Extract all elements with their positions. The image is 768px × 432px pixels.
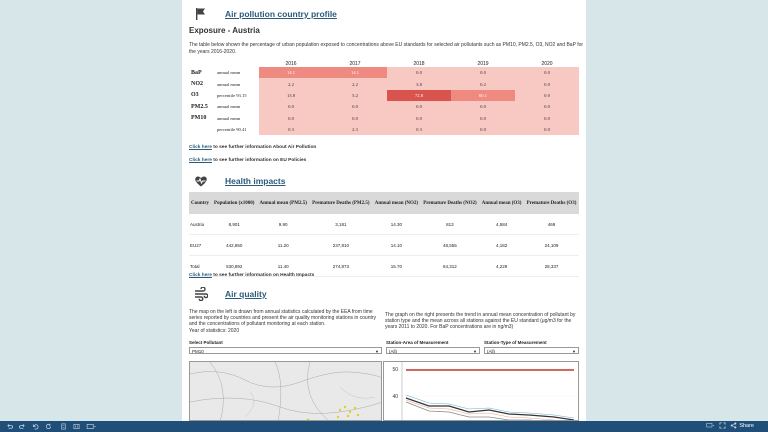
redo-icon[interactable] <box>19 423 26 430</box>
exposure-value: 0.2 <box>451 78 515 89</box>
table-cell: 9.90 <box>257 214 310 235</box>
column-header: Annual mean (O3) <box>479 192 524 214</box>
table-cell: 11.40 <box>257 256 310 277</box>
left-margin <box>0 0 182 421</box>
exposure-value: 0.0 <box>515 67 579 78</box>
table-cell: 11.20 <box>257 235 310 256</box>
table-cell: 24,109 <box>524 235 579 256</box>
exposure-value: 0.0 <box>515 124 579 135</box>
health-table <box>189 192 579 277</box>
table-cell: 4,229 <box>479 256 524 277</box>
exposure-row <box>189 113 579 124</box>
about-pollution-link[interactable]: Click here <box>189 145 212 150</box>
map-canvas <box>190 362 382 421</box>
year-header: 2017 <box>349 60 361 67</box>
flag-icon <box>194 7 208 21</box>
column-header: Premature Deaths (NO2) <box>421 192 480 214</box>
exposure-table <box>189 60 579 135</box>
column-header: Premature Deaths (O3) <box>524 192 579 214</box>
table-cell: 469 <box>524 214 579 235</box>
exposure-value: 0.0 <box>259 113 323 124</box>
exposure-value: 0.0 <box>323 101 387 112</box>
refresh-icon[interactable] <box>45 423 52 430</box>
health-header <box>194 174 285 188</box>
table-cell: 28,337 <box>524 256 579 277</box>
table-cell: 14.30 <box>372 214 420 235</box>
exposure-value: 0.0 <box>515 113 579 124</box>
revert-icon[interactable] <box>32 423 39 430</box>
table-cell: 15.70 <box>372 256 420 277</box>
exposure-value: 0.0 <box>387 113 451 124</box>
exposure-row <box>189 124 579 135</box>
exposure-value: 0.0 <box>451 67 515 78</box>
pause-updates-icon[interactable] <box>73 423 80 430</box>
table-cell: 3,181 <box>309 214 372 235</box>
column-header: Population (x1000) <box>212 192 257 214</box>
exposure-value: 0.0 <box>259 101 323 112</box>
table-cell: 8,901 <box>212 214 257 235</box>
table-cell: 4,182 <box>479 235 524 256</box>
share-icon[interactable] <box>730 422 737 429</box>
data-source-icon[interactable] <box>60 423 67 430</box>
graph-tick-mid: 40 <box>392 394 398 400</box>
exposure-value: 0.0 <box>387 101 451 112</box>
stations-map[interactable] <box>189 361 382 421</box>
air-quality-header <box>194 287 267 301</box>
exposure-value: 14.1 <box>259 67 323 78</box>
exposure-value: 14.1 <box>323 67 387 78</box>
exposure-value: 72.8 <box>387 90 451 101</box>
exposure-value: 2.2 <box>323 78 387 89</box>
table-row <box>189 214 579 235</box>
chevron-down-icon: ▼ <box>473 349 477 354</box>
health-impacts-link[interactable]: Click here <box>189 273 212 278</box>
eu-policies-link[interactable]: Click here <box>189 158 212 163</box>
column-header: Country <box>189 192 212 214</box>
profile-title[interactable]: Air pollution country profile <box>225 9 337 19</box>
table-cell: 48,555 <box>421 235 480 256</box>
dashboard-content <box>182 0 586 421</box>
pollutant-select[interactable]: PM10 ▼ <box>189 347 382 354</box>
comments-icon[interactable] <box>706 422 715 429</box>
year-header: 2016 <box>285 60 297 67</box>
metric-name: annual mean <box>217 104 241 110</box>
select-pollutant-label: Select Pollutant <box>189 340 223 345</box>
table-cell: 64,312 <box>421 256 480 277</box>
metric-name: annual mean <box>217 70 241 76</box>
column-header: Annual mean (PM2.5) <box>257 192 310 214</box>
country-cell: EU27 <box>189 235 212 256</box>
fullscreen-icon[interactable] <box>719 422 726 429</box>
exposure-heading: Exposure - Austria <box>189 26 260 35</box>
table-cell: 237,810 <box>309 235 372 256</box>
exposure-value: 2.2 <box>259 78 323 89</box>
trend-graph-canvas <box>384 362 579 421</box>
about-pollution-link-line: Click here to see further information About Air Pollution <box>189 145 317 150</box>
health-header-row <box>189 192 579 214</box>
pollutant-name <box>189 124 215 135</box>
exposure-value: 0.0 <box>515 90 579 101</box>
trend-line-series <box>406 402 574 421</box>
exposure-header-row <box>189 60 579 67</box>
table-cell: 4,584 <box>479 214 524 235</box>
device-layout-icon[interactable] <box>86 423 97 430</box>
column-header: Annual mean (NO2) <box>372 192 420 214</box>
table-row <box>189 235 579 256</box>
eu-policies-link-line: Click here to see further information on EU Policies <box>189 158 307 163</box>
share-button[interactable]: Share <box>739 422 754 429</box>
exposure-row <box>189 90 579 101</box>
metric-name: percentile 90.41 <box>217 127 247 133</box>
chevron-down-icon: ▼ <box>375 349 379 354</box>
exposure-value: 13.8 <box>259 90 323 101</box>
wind-icon <box>194 287 208 301</box>
graph-tick-top: 50 <box>392 367 398 373</box>
table-cell: 530,892 <box>212 256 257 277</box>
station-type-label: Station-Type of Measurement <box>484 340 547 345</box>
exposure-value: 60.1 <box>451 90 515 101</box>
metric-name: annual mean <box>217 81 241 87</box>
country-cell: Total <box>189 256 212 277</box>
year-header: 2018 <box>413 60 425 67</box>
exposure-value: 0.0 <box>515 78 579 89</box>
chevron-down-icon: ▼ <box>572 349 576 354</box>
exposure-value: 0.0 <box>323 113 387 124</box>
map-description: The map on the left is drawn from annual statistics calculated by the EEA from time series reported by countries and present the air quality monitoring stations in country and the concentrations of pollutant monitoring at each station. Year of statistics: 2020 <box>189 309 377 334</box>
table-cell: 14.10 <box>372 235 420 256</box>
year-header: 2020 <box>541 60 553 67</box>
exposure-value: 5.2 <box>323 90 387 101</box>
exposure-description: The table below shown the percentage of urban population exposed to concentrations above EU standards for selected air pollutants such as PM10, PM2.5, O3, NO2 and BaP for the years 2016-2020. <box>189 42 584 55</box>
bottom-toolbar <box>0 421 768 432</box>
pollutant-name: O3 <box>191 92 199 99</box>
exposure-value: 2.3 <box>323 124 387 135</box>
health-impacts-link-line: Click here to see further information on Health Impacts <box>189 273 315 278</box>
station-area-label: Station-Area of Measurement <box>386 340 449 345</box>
share-area <box>706 422 754 429</box>
country-cell: Austria <box>189 214 212 235</box>
trend-line-mean <box>406 398 574 420</box>
year-header: 2019 <box>477 60 489 67</box>
exposure-value: 0.0 <box>451 101 515 112</box>
table-cell: 442,850 <box>212 235 257 256</box>
table-cell: 813 <box>421 214 480 235</box>
metric-name: percentile 93.15 <box>217 92 247 98</box>
station-area-select[interactable]: (All) ▼ <box>386 347 480 354</box>
exposure-row <box>189 101 579 112</box>
profile-header <box>194 7 337 21</box>
table-cell: 274,873 <box>309 256 372 277</box>
exposure-row <box>189 78 579 89</box>
exposure-value: 0.0 <box>387 67 451 78</box>
exposure-value: 0.0 <box>515 101 579 112</box>
heart-pulse-icon <box>194 174 208 188</box>
pollutant-name: NO2 <box>191 81 203 88</box>
exposure-value: 0.3 <box>387 124 451 135</box>
health-title[interactable]: Health impacts <box>225 176 286 186</box>
pollutant-name: PM2.5 <box>191 103 208 110</box>
right-margin <box>586 0 768 421</box>
station-type-select[interactable]: (All) ▼ <box>484 347 579 354</box>
pollutant-name: PM10 <box>191 115 207 122</box>
year-of-statistics: Year of statistics: 2020 <box>189 327 240 334</box>
pollutant-name: BaP <box>191 69 202 76</box>
air-quality-title[interactable]: Air quality <box>225 289 267 299</box>
trend-graph[interactable] <box>383 361 579 421</box>
exposure-row <box>189 67 579 78</box>
exposure-value: 3.8 <box>387 78 451 89</box>
graph-description: The graph on the right presents the trend in annual mean concentration of pollutant by station type and the mean across all stations against the EU standard (μg/m3 for the years 2011 to 2020. For BaP concentrations are in ng/m3) <box>385 312 576 331</box>
exposure-value: 0.3 <box>259 124 323 135</box>
undo-icon[interactable] <box>6 423 13 430</box>
column-header: Premature Deaths (PM2.5) <box>309 192 372 214</box>
exposure-value: 0.0 <box>451 124 515 135</box>
exposure-value: 0.0 <box>451 113 515 124</box>
metric-name: annual mean <box>217 115 241 121</box>
